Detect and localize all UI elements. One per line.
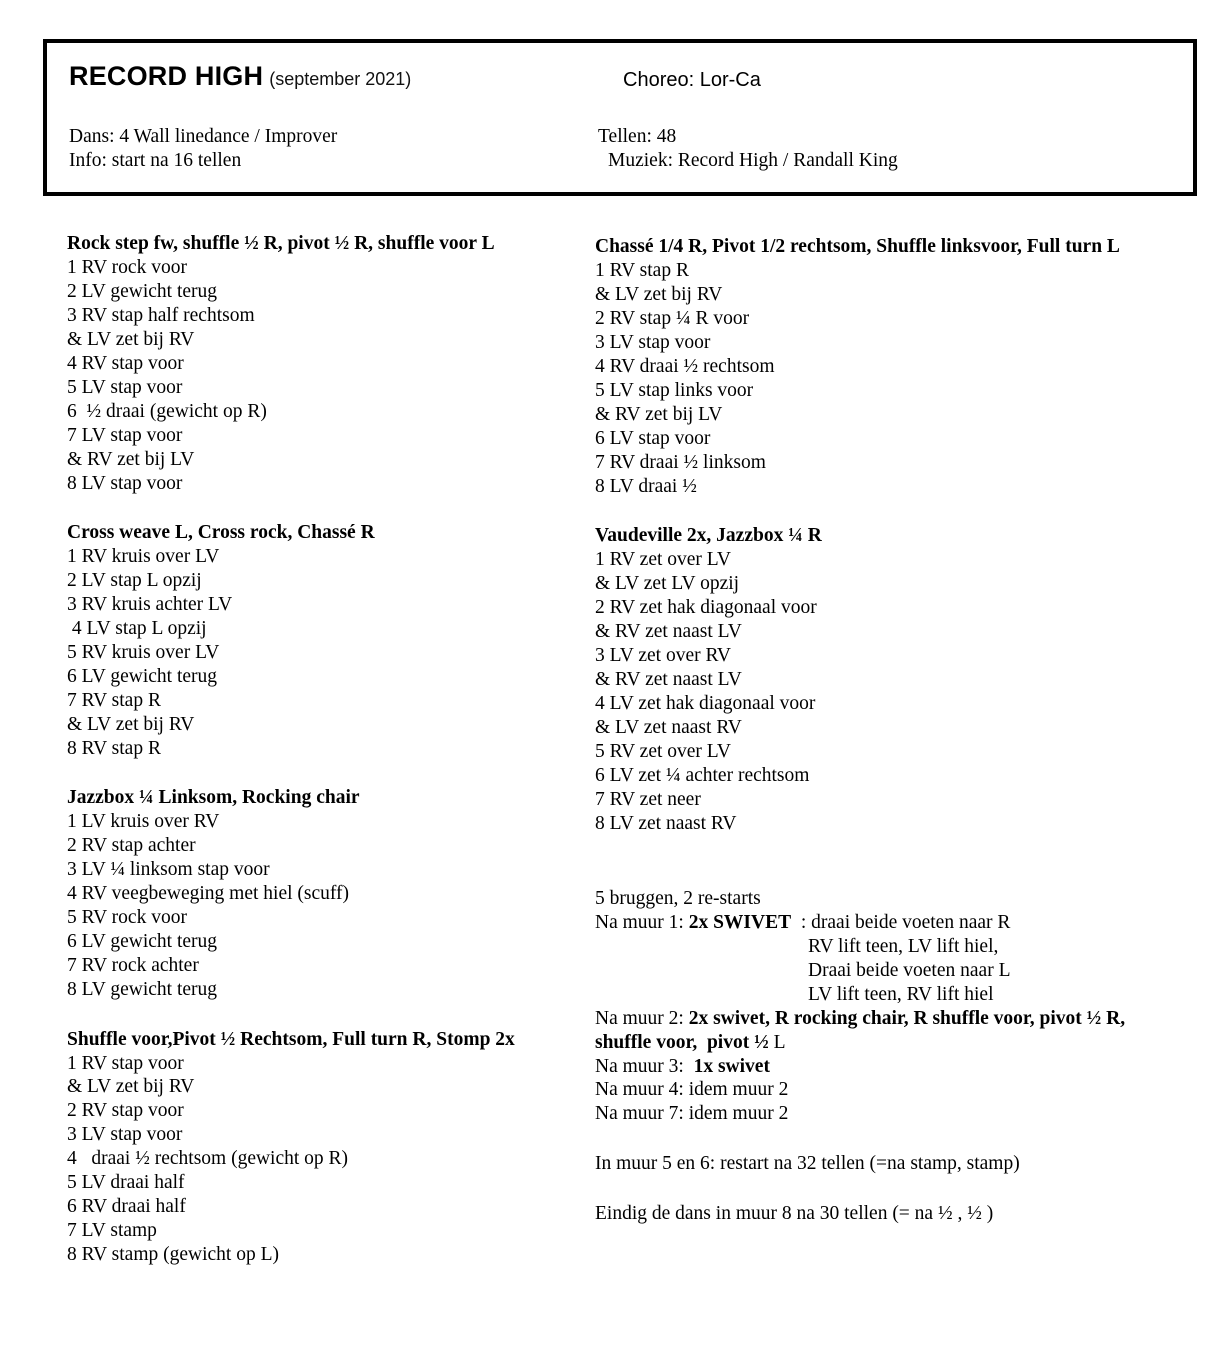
- step-line: 2 RV stap voor: [67, 1100, 184, 1121]
- step-line: 6 LV stap voor: [595, 428, 711, 449]
- choreographer: Choreo: Lor-Ca: [623, 69, 761, 91]
- wall1-detail: RV lift teen, LV lift hiel,: [808, 936, 999, 957]
- step-line: & LV zet bij RV: [67, 329, 195, 350]
- step-line: 3 LV ¼ linksom stap voor: [67, 859, 270, 880]
- step-line: 1 RV stap voor: [67, 1053, 184, 1074]
- step-line: 1 RV stap R: [595, 260, 689, 281]
- step-line: 4 RV stap voor: [67, 353, 184, 374]
- step-line: & RV zet naast LV: [595, 669, 742, 690]
- step-line: 8 RV stamp (gewicht op L): [67, 1244, 280, 1265]
- step-line: 2 LV stap L opzij: [67, 570, 202, 591]
- step-line: 4 draai ½ rechtsom (gewicht op R): [67, 1148, 349, 1169]
- step-line: 3 LV stap voor: [67, 1124, 183, 1145]
- wall1-note: [595, 912, 1010, 934]
- step-line: 3 LV stap voor: [595, 332, 711, 353]
- step-line: & LV zet bij RV: [67, 1076, 195, 1097]
- step-line: 7 RV stap R: [67, 690, 161, 711]
- step-line: 5 LV stap links voor: [595, 380, 754, 401]
- step-line: 2 RV stap ¼ R voor: [595, 308, 750, 329]
- wall2-prefix: Na muur 2:: [595, 1008, 689, 1029]
- step-line: & RV zet naast LV: [595, 621, 742, 642]
- wall1-bold: 2x SWIVET: [688, 912, 792, 933]
- step-line: 7 RV rock achter: [67, 955, 199, 976]
- step-line: & LV zet LV opzij: [595, 573, 740, 594]
- step-line: 4 LV zet hak diagonaal voor: [595, 693, 816, 714]
- dance-type: Dans: 4 Wall linedance / Improver: [69, 126, 338, 147]
- step-line: 6 LV gewicht terug: [67, 666, 218, 687]
- title-line: [69, 61, 411, 92]
- wall2-note-cont: [595, 1032, 786, 1054]
- step-line: 1 RV rock voor: [67, 257, 187, 278]
- step-line: & LV zet bij RV: [595, 284, 723, 305]
- step-line: 3 RV stap half rechtsom: [67, 305, 255, 326]
- step-line: 8 RV stap R: [67, 738, 161, 759]
- step-line: & LV zet bij RV: [67, 714, 195, 735]
- wall2-note: [595, 1008, 1125, 1030]
- wall3-prefix: Na muur 3:: [595, 1056, 694, 1077]
- step-line: 8 LV zet naast RV: [595, 813, 737, 834]
- wall1-rest: : draai beide voeten naar R: [791, 912, 1011, 933]
- wall2-bold2: shuffle voor, pivot ½: [595, 1032, 774, 1053]
- step-line: 5 LV draai half: [67, 1172, 185, 1193]
- step-line: & RV zet bij LV: [595, 404, 723, 425]
- dance-info: Info: start na 16 tellen: [69, 150, 242, 171]
- step-line: & LV zet naast RV: [595, 717, 742, 738]
- step-line: 2 RV stap achter: [67, 835, 196, 856]
- wall1-detail: LV lift teen, RV lift hiel: [808, 984, 994, 1005]
- step-line: 8 LV stap voor: [67, 473, 183, 494]
- dance-title: RECORD HIGH: [69, 61, 264, 91]
- step-line: 4 LV stap L opzij: [67, 618, 207, 639]
- step-line: 7 LV stamp: [67, 1220, 157, 1241]
- step-line: 1 RV zet over LV: [595, 549, 732, 570]
- section-title: Rock step fw, shuffle ½ R, pivot ½ R, shuffle voor L: [67, 233, 495, 254]
- step-line: 8 LV draai ½: [595, 476, 697, 497]
- step-line: 5 LV stap voor: [67, 377, 183, 398]
- step-line: 2 LV gewicht terug: [67, 281, 218, 302]
- step-line: 5 RV kruis over LV: [67, 642, 220, 663]
- counts: Tellen: 48: [598, 126, 677, 147]
- restart-note: In muur 5 en 6: restart na 32 tellen (=na stamp, stamp): [595, 1153, 1020, 1174]
- step-line: 3 LV zet over RV: [595, 645, 732, 666]
- step-line: 6 LV gewicht terug: [67, 931, 218, 952]
- step-line: 6 ½ draai (gewicht op R): [67, 401, 267, 422]
- step-line: 4 RV veegbeweging met hiel (scuff): [67, 883, 350, 904]
- music: Muziek: Record High / Randall King: [608, 150, 898, 171]
- step-line: 2 RV zet hak diagonaal voor: [595, 597, 817, 618]
- step-line: 4 RV draai ½ rechtsom: [595, 356, 775, 377]
- step-line: 5 RV zet over LV: [595, 741, 732, 762]
- section-title: Jazzbox ¼ Linksom, Rocking chair: [67, 787, 360, 808]
- section-title: Vaudeville 2x, Jazzbox ¼ R: [595, 525, 822, 546]
- step-line: 1 RV kruis over LV: [67, 546, 220, 567]
- wall2-bold: 2x swivet, R rocking chair, R shuffle voor, pivot ½ R,: [688, 1008, 1126, 1029]
- bridges-note: 5 bruggen, 2 re-starts: [595, 888, 761, 909]
- step-line: 6 RV draai half: [67, 1196, 186, 1217]
- wall1-detail: Draai beide voeten naar L: [808, 960, 1011, 981]
- step-line: & RV zet bij LV: [67, 449, 195, 470]
- step-line: 7 RV zet neer: [595, 789, 701, 810]
- section-title: Chassé 1/4 R, Pivot 1/2 rechtsom, Shuffle linksvoor, Full turn L: [595, 236, 1120, 257]
- step-line: 5 RV rock voor: [67, 907, 187, 928]
- step-line: 7 RV draai ½ linksom: [595, 452, 766, 473]
- dance-date: (september 2021): [269, 69, 412, 89]
- section-title: Shuffle voor,Pivot ½ Rechtsom, Full turn R, Stomp 2x: [67, 1029, 515, 1050]
- section-title: Cross weave L, Cross rock, Chassé R: [67, 522, 375, 543]
- wall3-note: [595, 1056, 770, 1078]
- step-line: 3 RV kruis achter LV: [67, 594, 233, 615]
- step-line: 8 LV gewicht terug: [67, 979, 218, 1000]
- ending-note: Eindig de dans in muur 8 na 30 tellen (= na ½ , ½ ): [595, 1203, 994, 1224]
- wall2-tail: L: [773, 1032, 786, 1053]
- wall3-bold: 1x swivet: [693, 1056, 770, 1077]
- step-line: 1 LV kruis over RV: [67, 811, 220, 832]
- wall4-note: Na muur 4: idem muur 2: [595, 1079, 789, 1100]
- header-box: [43, 39, 1197, 196]
- step-line: 6 LV zet ¼ achter rechtsom: [595, 765, 810, 786]
- wall7-note: Na muur 7: idem muur 2: [595, 1103, 789, 1124]
- wall1-prefix: Na muur 1:: [595, 912, 689, 933]
- step-line: 7 LV stap voor: [67, 425, 183, 446]
